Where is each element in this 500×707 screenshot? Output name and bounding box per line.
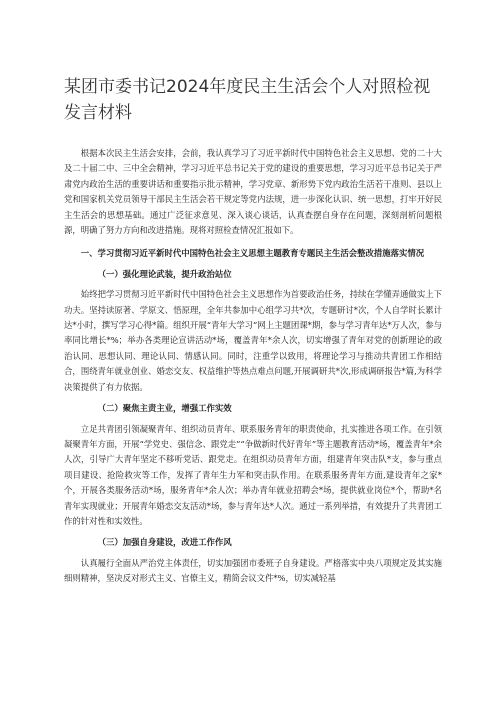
section-heading-1: 一、学习贯彻习近平新时代中国特色社会主义思想主题教育专题民主生活会整改措施落实情况 xyxy=(80,248,425,259)
subsection-body-3: 认真履行全面从严治党主体责任，切实加强团市委班子自身建设。严格落实中央八项规定及其实施细则精神，坚决反对形式主义、官僚主义，精简会议文件*%，切实减轻基 xyxy=(64,557,442,584)
subsection-heading-2: （二）聚焦主责主业，增强工作实效 xyxy=(97,403,232,414)
subsection-body-1: 始终把学习贯彻习近平新时代中国特色社会主义思想作为首要政治任务，持续在学懂弄通做实上下功夫。坚持读原著、学原文、悟原理，全年共参加中心组学习共*次，专题研讨*次，个人自学时长累计达*小时，撰写学习心得*篇。组织开展“青年大学习”网上主题团课*期，参与学习青年达*万人次，参与率同比增长*%；举办各类理论宣讲活动*场，覆盖青年*余人次，切实增强了青年对党的创新理论的政治认同、思想认同、理论认同、情感认同。同时，注重学以致用，将理论学习与推动共青团工作相结合，围绕青年就业创业、婚恋交友、权益维护等热点难点问题,开展调研共*次,形成调研报告*篇,为科学决策提供了有力依据。 xyxy=(64,289,442,392)
intro-paragraph: 根据本次民主生活会安排，会前，我认真学习了习近平新时代中国特色社会主义思想、党的二十大及二十届二中、三中全会精神，学习习近平总书记关于党的建设的重要思想，学习习近平总书记关于严肃党内政治生活的重要讲话和重要指示批示精神，学习党章、新形势下党内政治生活若干准则、县以上党和国家机关党员领导干部民主生活会若干规定等党内法规，进一步深化认识、统一思想，打牢开好民主生活会的思想基础。通过广泛征求意见、深入谈心谈话，认真查摆自身存在问题，深刻剖析问题根源，明确了努力方向和改进措施。现将对照检查情况汇报如下。 xyxy=(64,148,442,236)
document-title: 某团市委书记2024年度民主生活会个人对照检视发言材料 xyxy=(64,77,431,123)
subsection-body-2: 立足共青团引领凝聚青年、组织动员青年、联系服务青年的职责使命，扎实推进各项工作。在引领凝聚青年方面，开展“学党史、强信念、跟党走”“争做新时代好青年”等主题教育活动*场，覆盖青年*余人次，引导广大青年坚定不移听党话、跟党走。在组织动员青年方面，组建青年突击队*支，参与重点项目建设、抢险救灾等工作，发挥了青年生力军和突击队作用。在联系服务青年方面,建设青年之家*个，开展各类服务活动*场，服务青年*余人次；举办青年就业招聘会*场，提供就业岗位*个，帮助*名青年实现就业；开展青年婚恋交友活动*场，参与青年达*人次。通过一系列举措，有效提升了共青团工作的针对性和实效性。 xyxy=(64,423,442,526)
subsection-heading-3: （三）加强自身建设，改进工作作风 xyxy=(97,537,232,548)
subsection-heading-1: （一）强化理论武装，提升政治站位 xyxy=(97,268,232,279)
